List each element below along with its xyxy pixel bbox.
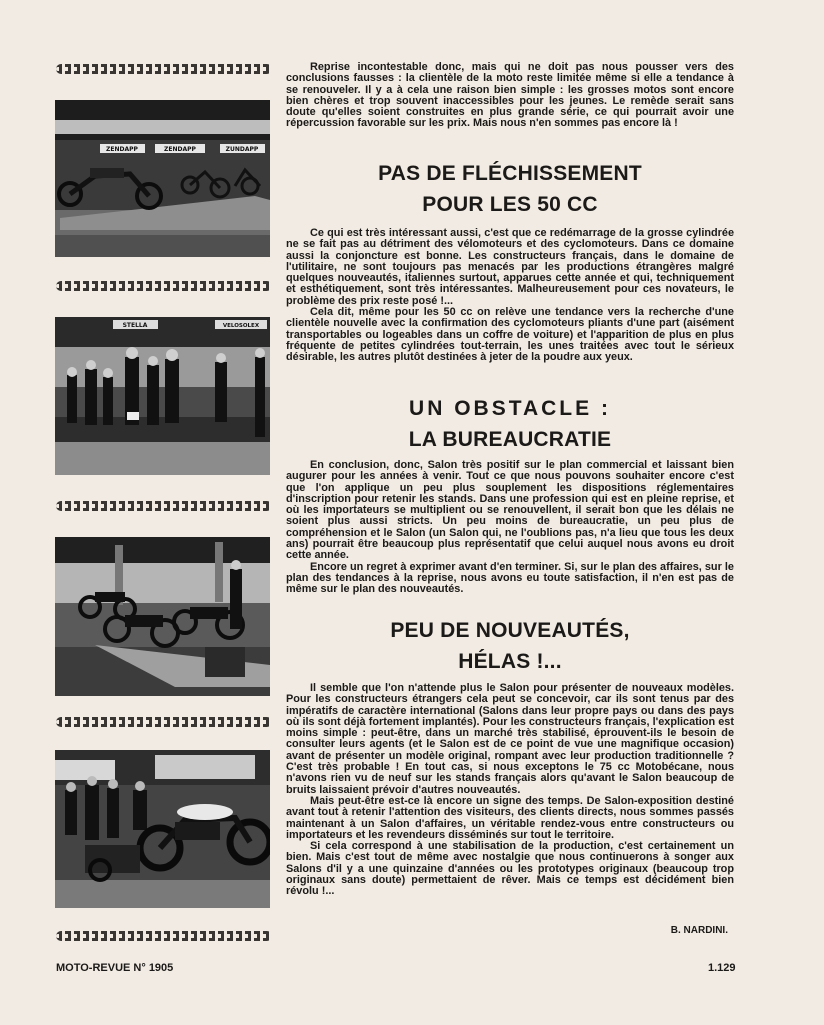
- paragraph: Cela dit, même pour les 50 cc on relève une tendance vers la recherche d'une clientèle nouvelle avec la confirmation des cyclomoteurs pliants d'une part (aisément transportables ou logeables dans un coffre de voiture) et l'apparition de plus en plus fréquente de petites cylindrées tout-terrain, les unes traitées avec tout le sérieux désirable, les autres plutôt destinées à jeter de la poudre aux yeux.: [286, 306, 734, 364]
- paragraph: Mais peut-être est-ce là encore un signe des temps. De Salon-exposition destiné avant tout à retenir l'attention des visiteurs, des clients directs, nous sommes passés maintenant à un Salon d'affaires, un véritable rendez-vous entre constructeurs ou importateurs et les revendeurs disséminés sur tout le territoire.: [286, 794, 734, 841]
- magazine-issue: MOTO-REVUE N° 1905: [56, 962, 174, 974]
- article-column: [286, 683, 734, 898]
- section-heading-2: [286, 393, 734, 455]
- heading-line: PAS DE FLÉCHISSEMENT: [378, 162, 642, 185]
- paragraph: Ce qui est très intéressant aussi, c'est que ce redémarrage de la grosse cylindrée ne se fait pas au détriment des vélomoteurs et des cyclomoteurs. Dans ce domaine aussi la conjoncture est bonne. Les constructeurs français, dans le domaine de l'utilitaire, ne sont toujours pas menacés par les productions étrangères malgré quelques nouveautés, italiennes surtout, apparues cette année et qui, techniquement et esthétiquement, sont très intéressantes. Malheureusement pour ces novateurs, le problème des prix reste posé !...: [286, 227, 734, 307]
- stand-sign-stella: STELLA: [122, 322, 148, 329]
- heading-line: POUR LES 50 CC: [422, 193, 598, 216]
- heading-line: HÉLAS !...: [458, 650, 562, 673]
- stand-sign-2: ZENDAPP: [164, 146, 196, 153]
- article-column: [286, 460, 734, 596]
- section-heading-3: [286, 615, 734, 677]
- photo-zundapp-stand-image: [55, 100, 270, 257]
- section-heading-1: [286, 158, 734, 220]
- article-column: [286, 228, 734, 364]
- ornament-divider: [56, 501, 272, 511]
- stand-sign-velosolex: VELOSOLEX: [222, 323, 260, 329]
- photo-stella-crowd-image: [55, 317, 270, 475]
- photo-motorcycle-display-image: [55, 750, 270, 908]
- stand-sign-1: ZENDAPP: [106, 146, 138, 153]
- ornament-divider: [56, 64, 272, 74]
- paragraph: Encore un regret à exprimer avant d'en terminer. Si, sur le plan des affaires, sur le plan des tendances à la reprise, nous avons eu toute satisfaction, il n'en est pas de même sur le plan des nouveautés.: [286, 560, 734, 596]
- ornament-divider: [56, 717, 272, 727]
- photo-motorcycle-display: [55, 750, 270, 908]
- photo-motorcycle-row-image: [55, 537, 270, 696]
- ornament-divider: [56, 931, 272, 941]
- page-number: 1.129: [708, 962, 736, 974]
- heading-line: UN OBSTACLE :: [409, 397, 611, 420]
- heading-line: PEU DE NOUVEAUTÉS,: [390, 619, 630, 642]
- heading-line: LA BUREAUCRATIE: [408, 428, 612, 451]
- paragraph: Reprise incontestable donc, mais qui ne doit pas nous pousser vers des conclusions fausses : la clientèle de la moto reste limitée même si elle a tendance à se renouveler. Il y a à cela une raison bien simple : les grosses motos sont encore bien chères et trop souvent inaccessibles pour les jeunes. Le remède serait sans doute qu'elles soient construites en plus grande série, ce qui pourrait avoir une répercussion favorable sur les prix. Mais nous n'en sommes pas encore là !: [286, 61, 734, 130]
- photo-motorcycle-row: [55, 537, 270, 696]
- ornament-divider: [56, 281, 272, 291]
- paragraph: Il semble que l'on n'attende plus le Salon pour présenter de nouveaux modèles. Pour les constructeurs étrangers cela peut se concevoir, car ils sont tenus par des impératifs de caractère international (Salons dans leur propre pays ou dans des pays où ils sont déjà fortement implantés). Pour les constructeurs français, l'explication est moins simple : peut-être, dans un marché très stabilisé, éprouvent-ils le besoin de consulter leurs agents (et le Salon est de ce point de vue une magnifique occasion) avant de présenter un modèle original, rompant avec leur production traditionnelle ? C'est très probable ! En tout cas, si nous exceptons le 75 cc Motobécane, nous n'avons rien vu de neuf sur les stands français alors qu'avant le Salon beaucoup de bruits laissaient prévoir d'autres nouveautés.: [286, 682, 734, 796]
- article-column: [286, 62, 734, 130]
- paragraph: En conclusion, donc, Salon très positif sur le plan commercial et laissant bien augurer pour les années à venir. Tout ce que nous pouvons souhaiter encore c'est que l'on applique un peu plus souplement les dispositions réglementaires d'inscription pour retenir les stands. Dans une profession qui est en pleine reprise, et où les importateurs se multiplient ou se renouvellent, il serait bon que les délais ne soient plus aussi stricts. Un peu moins de bureaucratie, un peu plus de compréhension et le Salon (un Salon qui, ne l'oublions pas, n'a lieu que tous les deux ans) pourrait être beaucoup plus représentatif que celui auquel nous avons eu droit cette année.: [286, 459, 734, 562]
- author-signature: B. NARDINI.: [670, 925, 728, 936]
- stand-sign-3: ZUNDAPP: [225, 146, 259, 153]
- photo-stella-crowd: [55, 317, 270, 475]
- paragraph: Si cela correspond à une stabilisation de la production, c'est certainement un bien. Mais c'est tout de même avec nostalgie que nous continuerons à songer aux Salons d'il y a une quinzaine d'années ou les prototypes originaux (beaucoup trop originaux sans doute) permettaient de rêver. Mais ce temps est décidément bien révolu !...: [286, 840, 734, 898]
- photo-zundapp-stand: [55, 100, 270, 257]
